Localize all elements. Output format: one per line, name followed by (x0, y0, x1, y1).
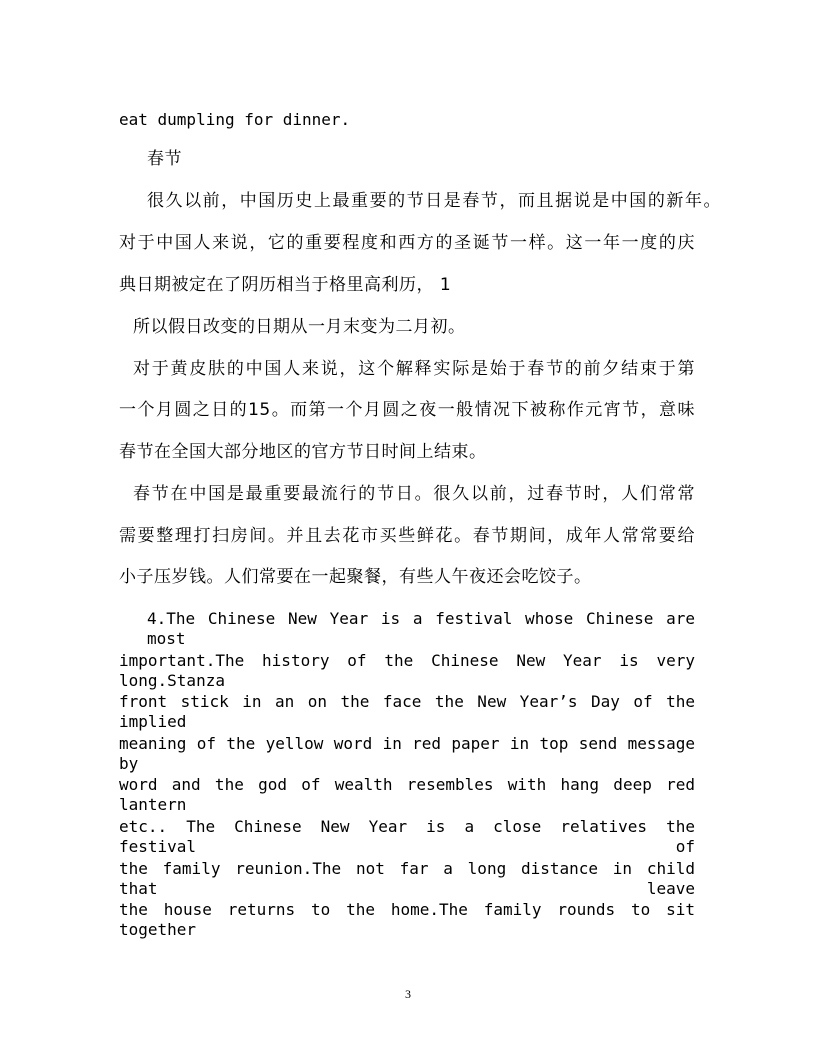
text-line-3: 很久以前，中国历史上最重要的节日是春节，而且据说是中国的新年。 (147, 191, 721, 211)
text-line-8: 一个月圆之日的15。而第一个月圆之夜一般情况下被称作元宵节，意味 (119, 400, 695, 420)
page-number: 3 (405, 987, 411, 1001)
text-line-6: 所以假日改变的日期从一月末变为二月初。 (133, 317, 466, 337)
section-heading-chunjie: 春节 (147, 149, 182, 169)
text-line-20: the house returns to the home.The family rounds to sit together (119, 900, 695, 939)
text-line-4: 对于中国人来说，它的重要程度和西方的圣诞节一样。这一年一度的庆 (119, 233, 695, 253)
text-line-19: the family reunion.The not far a long distance in child that leave (119, 859, 695, 898)
text-line-18: etc.. The Chinese New Year is a close relatives the festival of (119, 817, 695, 856)
text-line-15: front stick in an on the face the New Year’s Day of the implied (119, 692, 695, 731)
text-line-14: important.The history of the Chinese New Year is very long.Stanza (119, 651, 695, 690)
text-line-10: 春节在中国是最重要最流行的节日。很久以前，过春节时，人们常常 (133, 484, 695, 504)
text-line-17: word and the god of wealth resembles with hang deep red lantern (119, 775, 695, 814)
text-line-12: 小子压岁钱。人们常要在一起聚餐，有些人午夜还会吃饺子。 (119, 567, 592, 587)
text-line-13: 4.The Chinese New Year is a festival whose Chinese are most (147, 609, 695, 648)
text-line-9: 春节在全国大部分地区的官方节日时间上结束。 (119, 442, 487, 462)
text-line-7: 对于黄皮肤的中国人来说，这个解释实际是始于春节的前夕结束于第 (133, 359, 695, 379)
text-line-1: eat dumpling for dinner. (119, 110, 351, 129)
text-line-11: 需要整理打扫房间。并且去花市买些鲜花。春节期间，成年人常常要给 (119, 526, 695, 546)
text-line-5: 典日期被定在了阴历相当于格里高利历， 1 (119, 275, 452, 295)
text-line-16: meaning of the yellow word in red paper in top send message by (119, 734, 695, 773)
